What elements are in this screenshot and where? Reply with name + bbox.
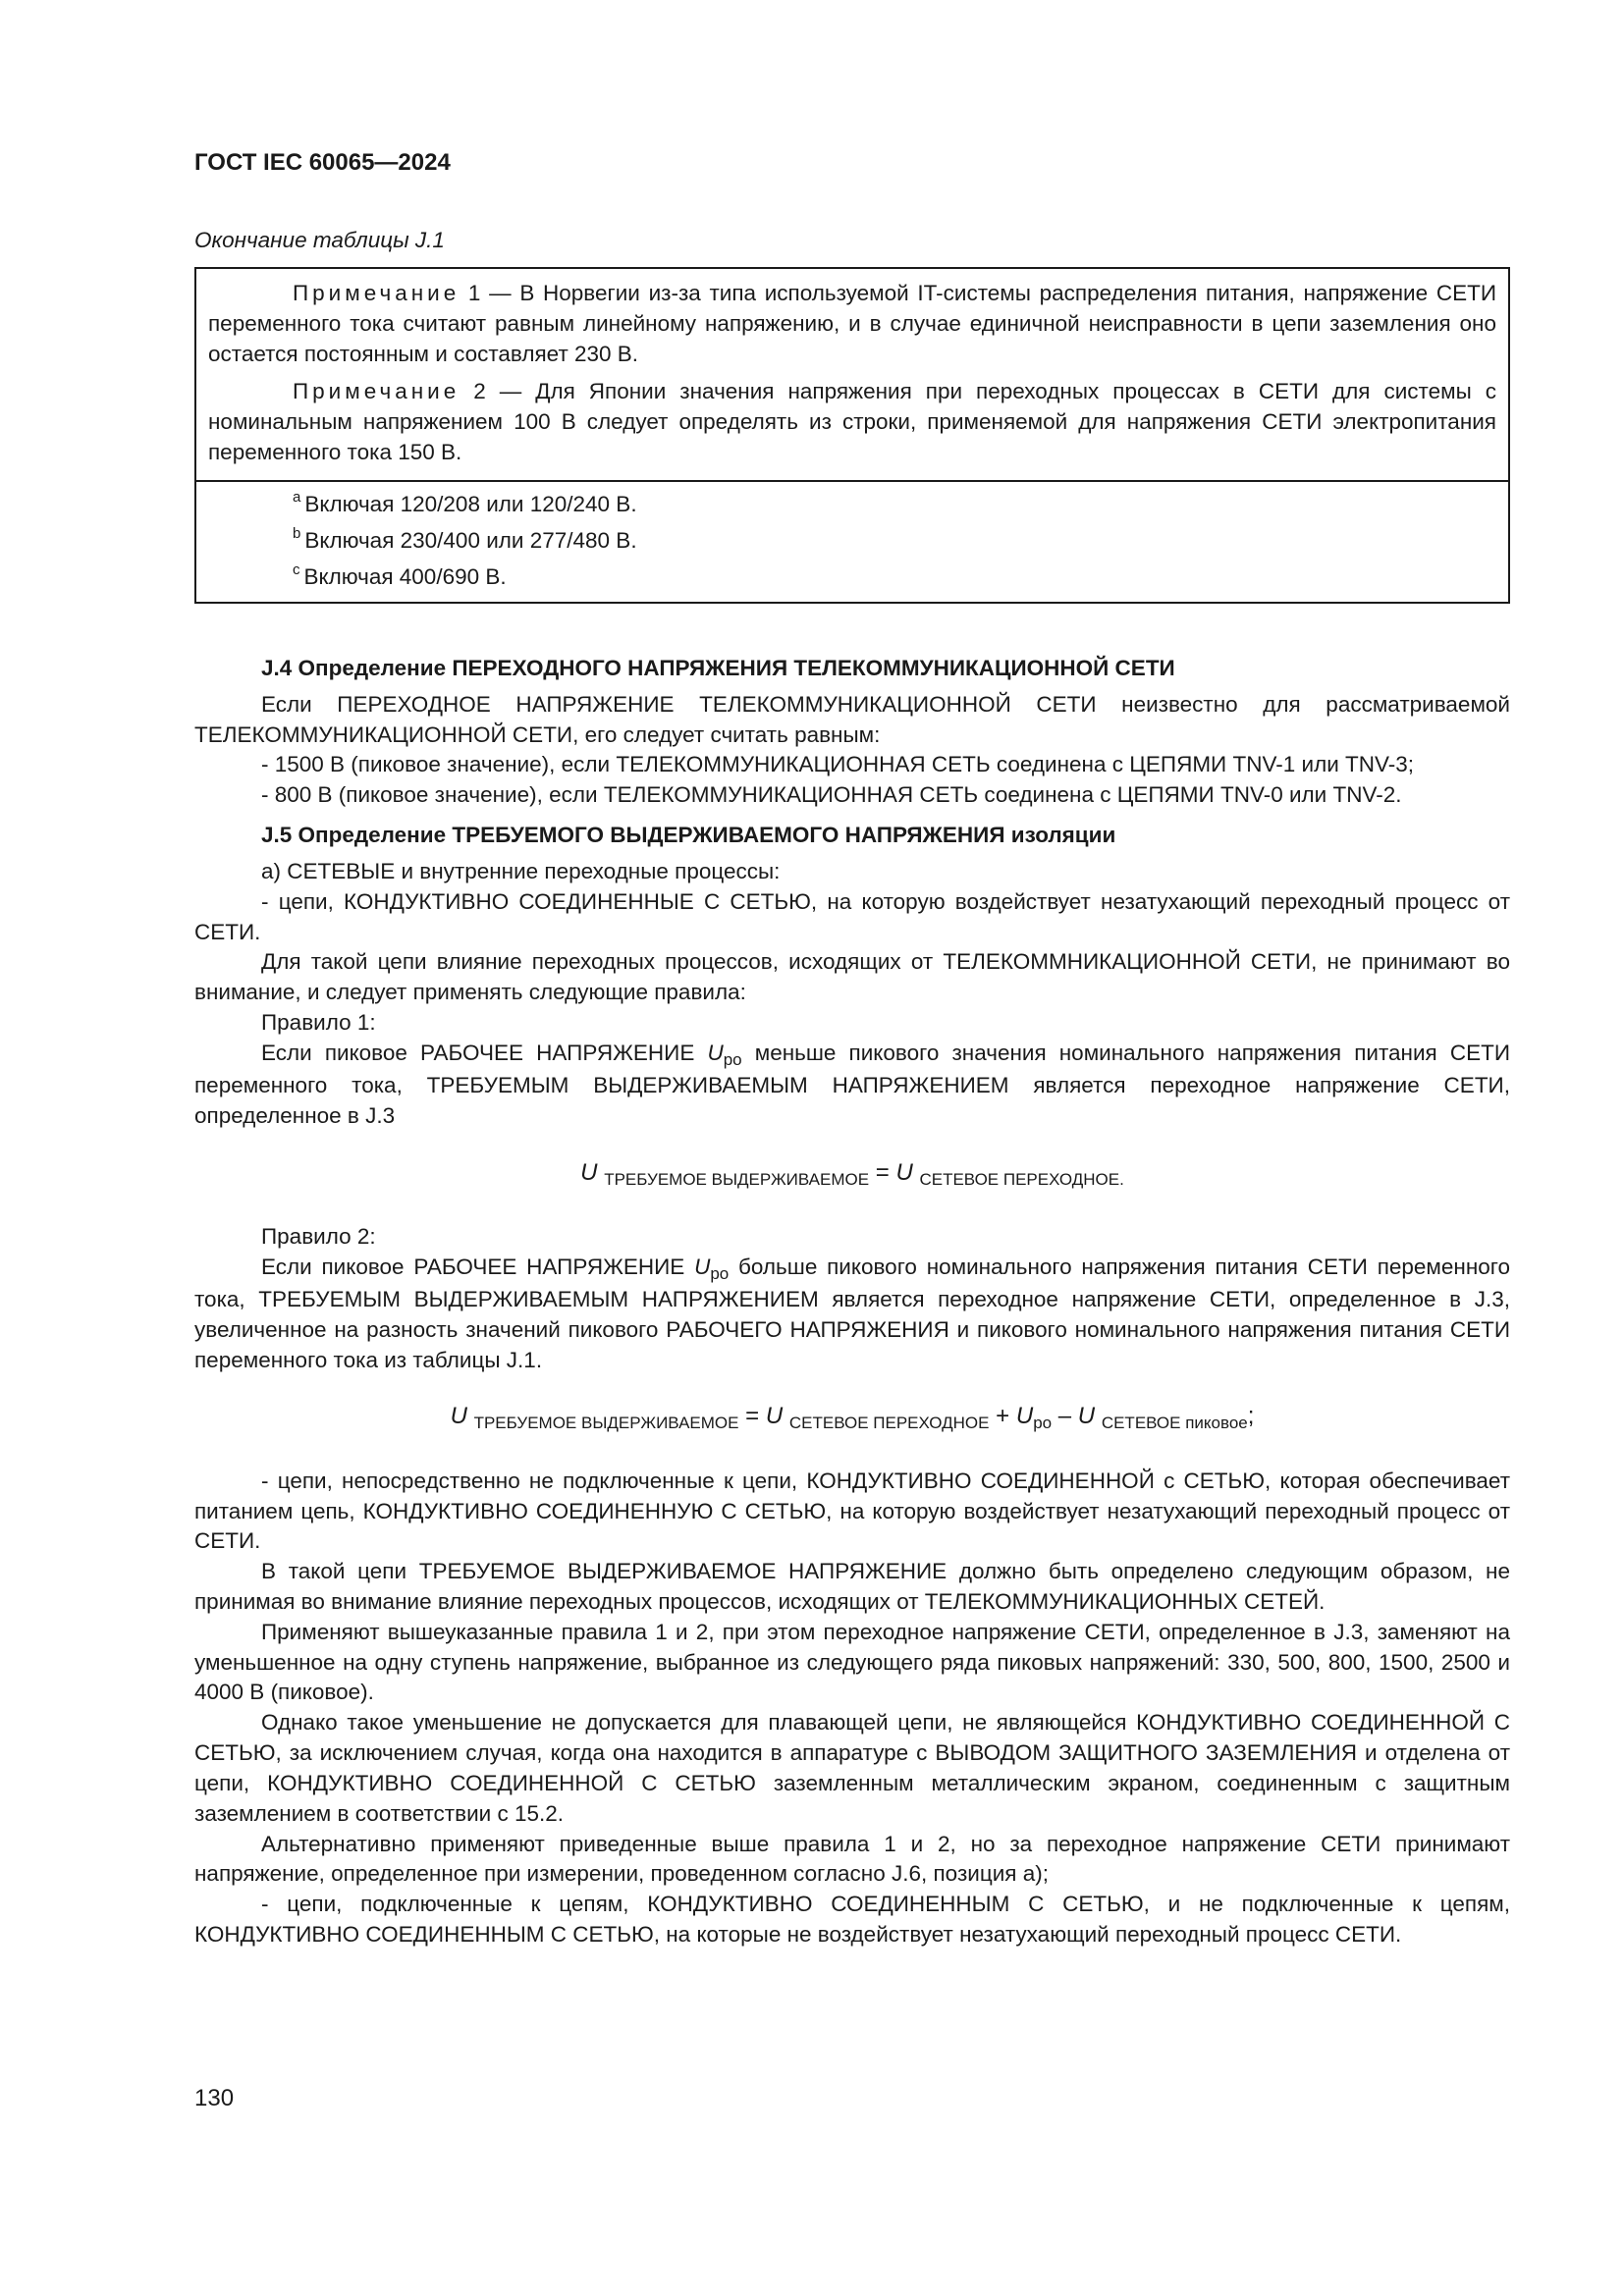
- formula-rule-2: U $_{ТРЕБУЕМОЕ ВЫДЕРЖИВАЕМОЕ}$ = U $_{СЕТЕВОЕ ПЕРЕХОДНОЕ} + U_{ро} - U$ $_{СЕТЕВОЕ пиковое}$;: [450, 1403, 1255, 1433]
- formula-subscript: ТРЕБУЕМОЕ ВЫДЕРЖИВАЕМОЕ: [473, 1414, 739, 1433]
- rule-2-text: [194, 1253, 1510, 1376]
- paragraph: В такой цепи ТРЕБУЕМОЕ ВЫДЕРЖИВАЕМОЕ НАПРЯЖЕНИЕ должно быть определено следующим образом, не принимая во внимание влияние переходных процессов, исходящих от ТЕЛЕКОММУНИКАЦИОННЫХ СЕТЕЙ.: [194, 1559, 1510, 1614]
- variable-u: U: [1015, 1403, 1034, 1430]
- variable-subscript: ро: [710, 1263, 730, 1283]
- table-footnote: [293, 562, 1496, 593]
- paragraph: a) СЕТЕВЫЕ и внутренние переходные процессы:: [261, 858, 781, 883]
- note-text: 1 — В Норвегии из-за типа используемой IT-системы распределения питания, напряжение СЕТИ переменного тока считают равным линейному напряжению, и в случае единичной неисправности в цепи заземления оно остается постоянным и составляет 230 В.: [208, 281, 1496, 366]
- paragraph: - цепи, подключенные к цепям, КОНДУКТИВНО СОЕДИНЕННЫМ С СЕТЬЮ, и не подключенные к цепям, КОНДУКТИВНО СОЕДИНЕННЫМ С СЕТЬЮ, на которые не воздействует незатухающий переходный процесс СЕТИ.: [194, 1892, 1510, 1947]
- text-run: Если пиковое РАБОЧЕЕ НАПРЯЖЕНИЕ: [261, 1254, 695, 1279]
- footnote-mark: b: [293, 524, 301, 542]
- rule-1-text: [194, 1039, 1510, 1132]
- formula-subscript: СЕТЕВОЕ пиковое: [1101, 1414, 1248, 1433]
- footnote-mark: c: [293, 561, 300, 578]
- section-heading-j4: J.4 Определение ПЕРЕХОДНОГО НАПРЯЖЕНИЯ ТЕЛЕКОММУНИКАЦИОННОЙ СЕТИ: [261, 656, 1175, 680]
- formula-rule-1: U $_{ТРЕБУЕМОЕ ВЫДЕРЖИВАЕМОЕ}$ = U $_{СЕТЕВОЕ ПЕРЕХОДНОЕ.}$: [580, 1158, 1124, 1189]
- text-run: Если пиковое РАБОЧЕЕ НАПРЯЖЕНИЕ: [261, 1040, 708, 1065]
- variable-subscript: ро: [723, 1049, 742, 1069]
- table-caption: Окончание таблицы J.1: [194, 228, 445, 252]
- paragraph: - 800 В (пиковое значение), если ТЕЛЕКОММУНИКАЦИОННАЯ СЕТЬ соединена с ЦЕПЯМИ TNV-0 или TNV-2.: [261, 782, 1402, 808]
- variable-u: U: [580, 1158, 598, 1186]
- paragraph: - цепи, КОНДУКТИВНО СОЕДИНЕННЫЕ С СЕТЬЮ, на которую воздействует незатухающий переходный процесс от СЕТИ.: [194, 888, 1510, 944]
- paragraph: - 1500 В (пиковое значение), если ТЕЛЕКОММУНИКАЦИОННАЯ СЕТЬ соединена с ЦЕПЯМИ TNV-1 или TNV-3;: [261, 752, 1415, 777]
- variable-u: U: [707, 1040, 724, 1065]
- footnote-text: Включая 400/690 В.: [303, 563, 507, 589]
- paragraph: Если ПЕРЕХОДНОЕ НАПРЯЖЕНИЕ ТЕЛЕКОММУНИКАЦИОННОЙ СЕТИ неизвестно для рассматриваемой ТЕЛЕКОММУНИКАЦИОННОЙ СЕТИ, его следует считать равным:: [194, 691, 1510, 747]
- variable-u: U: [895, 1158, 913, 1186]
- formula-subscript: ро: [1033, 1414, 1053, 1433]
- formula-subscript: СЕТЕВОЕ ПЕРЕХОДНОЕ.: [919, 1169, 1124, 1189]
- footnote-mark: a: [293, 488, 301, 506]
- note-label: Примечание: [293, 281, 460, 305]
- note-text: 2 — Для Японии значения напряжения при переходных процессах в СЕТИ для системы с номинальным напряжением 100 В следует определять из строки, применяемой для напряжения СЕТИ электропитания переменного тока 150 В.: [208, 379, 1496, 465]
- notes-section: [196, 269, 1508, 482]
- paragraph: Однако такое уменьшение не допускается для плавающей цепи, не являющейся КОНДУКТИВНО СОЕДИНЕННОЙ С СЕТЬЮ, за исключением случая, когда она находится в аппаратуре с ВЫВОДОМ ЗАЩИТНОГО ЗАЗЕМЛЕНИЯ и отделена от цепи, КОНДУКТИВНО СОЕДИНЕННОЙ С СЕТЬЮ заземленным металлическим экраном, соединенным с защитным заземлением в соответствии с 15.2.: [194, 1710, 1510, 1826]
- paragraph: Для такой цепи влияние переходных процессов, исходящих от ТЕЛЕКОММНИКАЦИОННОЙ СЕТИ, не принимают во внимание, и следует применять следующие правила:: [194, 949, 1510, 1005]
- main-text: [194, 648, 1510, 1950]
- notes-table: [194, 267, 1510, 604]
- rule-2-label: Правило 2:: [261, 1223, 376, 1249]
- paragraph: - цепи, непосредственно не подключенные к цепи, КОНДУКТИВНО СОЕДИНЕННОЙ с СЕТЬЮ, которая обеспечивает питанием цепь, КОНДУКТИВНО СОЕДИНЕННУЮ С СЕТЬЮ, на которую воздействует незатухающий переходный процесс от СЕТИ.: [194, 1468, 1510, 1554]
- page-number: 130: [194, 2085, 235, 2111]
- variable-u: U: [765, 1403, 784, 1430]
- formula-subscript: СЕТЕВОЕ ПЕРЕХОДНОЕ: [788, 1414, 990, 1433]
- footnote-text: Включая 120/208 или 120/240 В.: [304, 491, 637, 516]
- table-footnote: [293, 526, 1496, 557]
- formula-subscript: ТРЕБУЕМОЕ ВЫДЕРЖИВАЕМОЕ: [604, 1169, 870, 1189]
- variable-u: U: [694, 1254, 711, 1279]
- paragraph: Альтернативно применяют приведенные выше правила 1 и 2, но за переходное напряжение СЕТИ принимают напряжение, определенное при измерении, проведенном согласно J.6, позиция a);: [194, 1831, 1510, 1887]
- section-heading-j5: J.5 Определение ТРЕБУЕМОГО ВЫДЕРЖИВАЕМОГО НАПРЯЖЕНИЯ изоляции: [261, 823, 1116, 848]
- footnote-text: Включая 230/400 или 277/480 В.: [304, 527, 637, 553]
- variable-u: U: [450, 1403, 467, 1430]
- note-label: Примечание: [293, 379, 460, 404]
- document-id-header: ГОСТ IEC 60065—2024: [194, 149, 451, 176]
- table-footnote: [293, 490, 1496, 520]
- rule-1-label: Правило 1:: [261, 1009, 376, 1035]
- table-note-2: [208, 377, 1496, 467]
- text-run: меньше пикового значения номинального напряжения питания СЕТИ переменного тока, ТРЕБУЕМЫМ ВЫДЕРЖИВАЕМЫМ НАПРЯЖЕНИЕМ является переходное напряжение СЕТИ, определенное в J.3: [194, 1040, 1511, 1128]
- text-run: больше пикового номинального напряжения питания СЕТИ переменного тока, ТРЕБУЕМЫМ ВЫДЕРЖИВАЕМЫМ НАПРЯЖЕНИЕМ является переходное напряжение СЕТИ, определенное в J.3, увеличенное на разность значений пикового РАБОЧЕГО НАПРЯЖЕНИЯ и пикового номинального напряжения питания СЕТИ переменного тока из таблицы J.1.: [194, 1254, 1510, 1372]
- table-note-1: [208, 279, 1496, 369]
- paragraph: Применяют вышеуказанные правила 1 и 2, при этом переходное напряжение СЕТИ, определенное в J.3, заменяют на уменьшенное на одну ступень напряжение, выбранное из следующего ряда пиковых напряжений: 330, 500, 800, 1500, 2500 и 4000 В (пиковое).: [194, 1619, 1510, 1705]
- footnotes-section: [196, 482, 1508, 602]
- variable-u: U: [1077, 1403, 1096, 1430]
